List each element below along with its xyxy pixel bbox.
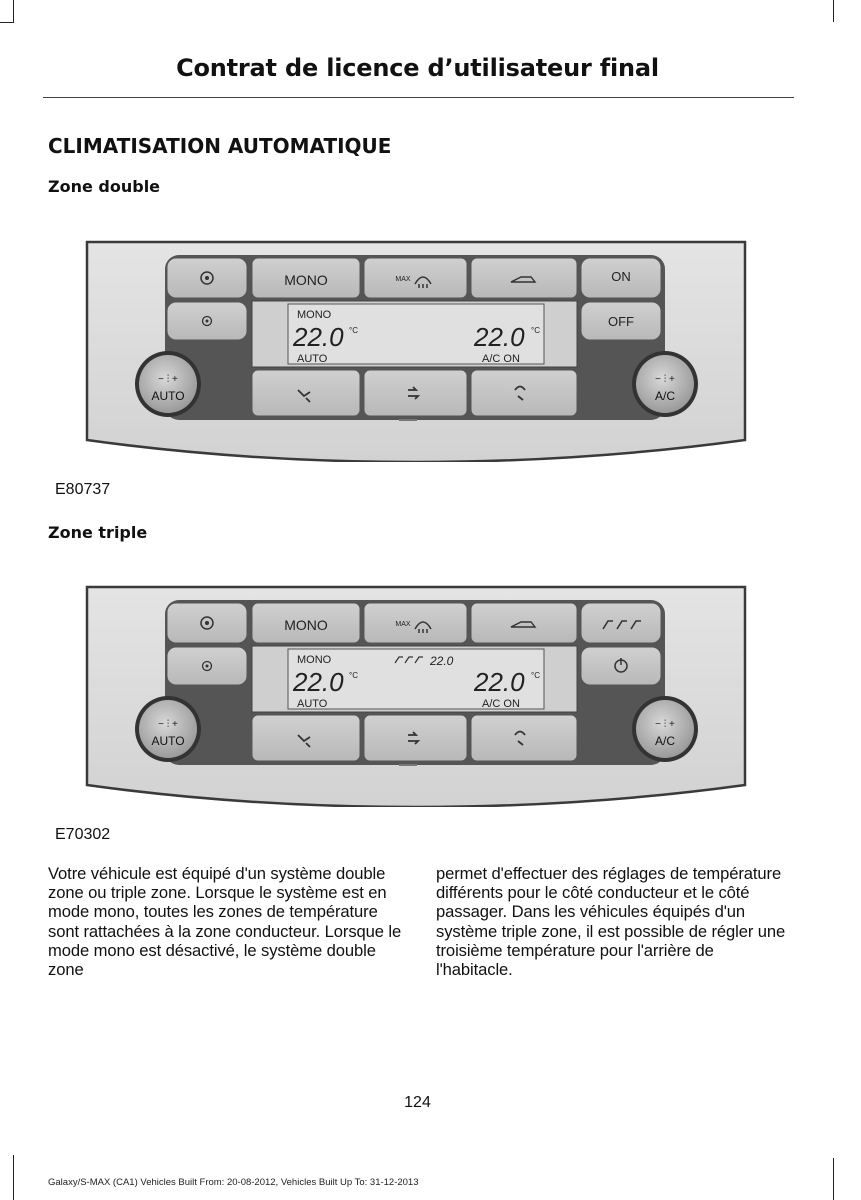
knob-scale: − ⫶ +: [158, 719, 178, 730]
driver-temp: 22.0: [293, 322, 344, 352]
rear-power-button[interactable]: [581, 647, 661, 685]
passenger-temp: 22.0: [474, 322, 525, 352]
max-defrost-button[interactable]: [364, 258, 467, 298]
auto-indicator: AUTO: [297, 353, 328, 365]
knob-label-ac: A/C: [654, 389, 676, 403]
climate-panel-dual: [85, 240, 747, 462]
mode-indicator: MONO: [297, 309, 332, 321]
airflow-face-button[interactable]: [364, 715, 467, 761]
header-rule: [43, 97, 794, 98]
crop-mark: [13, 0, 14, 22]
knob-scale: − ⫶ +: [655, 719, 675, 730]
figure-heading-triple: Zone triple: [48, 523, 148, 542]
section-title: CLIMATISATION AUTOMATIQUE: [48, 134, 392, 158]
temp-unit: °C: [531, 326, 540, 335]
airflow-feet-button[interactable]: [252, 370, 360, 416]
max-label: MAX: [395, 621, 411, 628]
body-paragraph: Votre véhicule est équipé d'un système double zone ou triple zone. Lorsque le système est en mode mono, toutes les zones de température sont rattachées à la zone conducteur. Lorsque le mode mono est désactivé, le système double zone: [48, 864, 402, 980]
temp-unit: °C: [349, 326, 358, 335]
airflow-feet-button[interactable]: [252, 715, 360, 761]
knob-scale: − ⫶ +: [158, 374, 178, 385]
crop-mark: [833, 0, 834, 22]
temp-unit: °C: [531, 671, 540, 680]
mode-indicator: MONO: [297, 654, 332, 666]
airflow-face-button[interactable]: [364, 370, 467, 416]
knob-label-auto: AUTO: [151, 389, 185, 403]
page-number: 124: [404, 1094, 431, 1111]
temp-unit: °C: [349, 671, 358, 680]
off-button-label: OFF: [608, 314, 634, 329]
recirculation-button[interactable]: [471, 258, 577, 298]
auto-indicator: AUTO: [297, 698, 328, 710]
on-button-label: ON: [611, 269, 631, 284]
body-column-right: [436, 864, 791, 979]
crop-mark: [13, 1155, 14, 1200]
figure-ref-dual: E80737: [55, 481, 111, 498]
max-defrost-button[interactable]: [364, 603, 467, 643]
rear-temp: 22.0: [430, 654, 454, 668]
page-header-title: Contrat de licence d’utilisateur final: [176, 54, 659, 82]
indicator-light: [399, 764, 417, 766]
ac-on-indicator: A/C ON: [482, 698, 520, 710]
knob-label-ac: A/C: [654, 734, 676, 748]
crop-mark: [833, 1158, 834, 1200]
airflow-windscreen-button[interactable]: [471, 715, 577, 761]
figure-heading-dual: Zone double: [48, 177, 161, 196]
driver-temp: 22.0: [293, 667, 344, 697]
airflow-windscreen-button[interactable]: [471, 370, 577, 416]
body-paragraph: permet d'effectuer des réglages de température différents pour le côté conducteur et le côté passager. Dans les véhicules équipés d'un système triple zone, il est possible de régler une troisième température pour l'arrière de l'habitacle.: [436, 864, 786, 980]
passenger-temp: 22.0: [474, 667, 525, 697]
page-footer: Galaxy/S-MAX (CA1) Vehicles Built From: 20-08-2012, Vehicles Built Up To: 31-12-2013: [48, 1177, 419, 1188]
recirculation-button[interactable]: [471, 603, 577, 643]
climate-panel-triple: [85, 585, 747, 807]
indicator-light: [399, 419, 417, 421]
mono-button-label: MONO: [284, 617, 328, 633]
max-label: MAX: [395, 276, 411, 283]
figure-ref-triple: E70302: [55, 826, 111, 843]
ac-on-indicator: A/C ON: [482, 353, 520, 365]
crop-mark: [0, 22, 14, 23]
mono-button-label: MONO: [284, 272, 328, 288]
body-column-left: [48, 864, 403, 979]
knob-label-auto: AUTO: [151, 734, 185, 748]
knob-scale: − ⫶ +: [655, 374, 675, 385]
